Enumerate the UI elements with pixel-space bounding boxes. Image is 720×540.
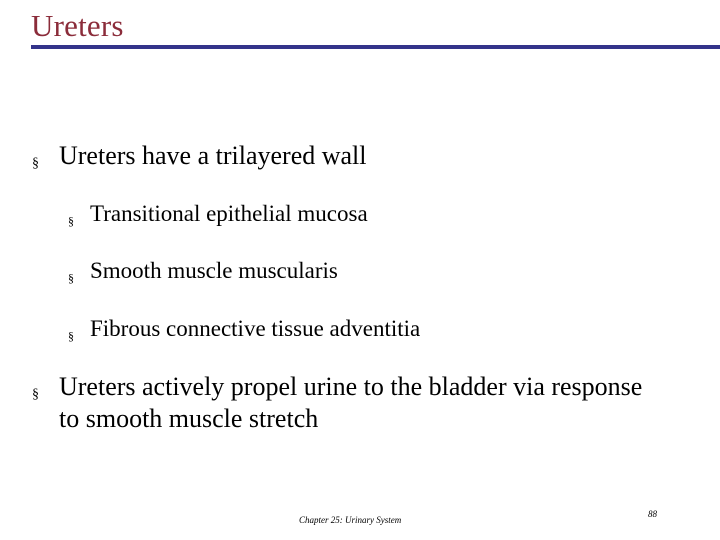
sub-bullet-text: Transitional epithelial mucosa xyxy=(90,201,368,226)
sub-bullet-adventitia xyxy=(68,315,420,343)
page-number: 88 xyxy=(648,509,657,519)
sub-bullet-text: Fibrous connective tissue adventitia xyxy=(90,316,421,341)
bullet-marker-icon: § xyxy=(32,156,39,171)
bullet-marker-icon: § xyxy=(68,214,74,228)
bullet-marker-icon: § xyxy=(68,271,74,285)
sub-bullet-muscularis xyxy=(68,257,338,285)
bullet-marker-icon: § xyxy=(68,329,74,343)
bullet-propel-urine xyxy=(32,371,652,435)
sub-bullet-text: Smooth muscle muscularis xyxy=(90,258,338,283)
bullet-wall-layers xyxy=(32,140,367,172)
bullet-marker-icon: § xyxy=(32,387,39,402)
slide-title: Ureters xyxy=(31,8,124,43)
footer-chapter: Chapter 25: Urinary System xyxy=(299,515,402,525)
bullet-text: Ureters actively propel urine to the bladder via response to smooth muscle stretch xyxy=(59,372,643,433)
title-divider xyxy=(31,45,720,49)
sub-bullet-mucosa xyxy=(68,200,368,228)
bullet-text: Ureters have a trilayered wall xyxy=(59,141,367,170)
